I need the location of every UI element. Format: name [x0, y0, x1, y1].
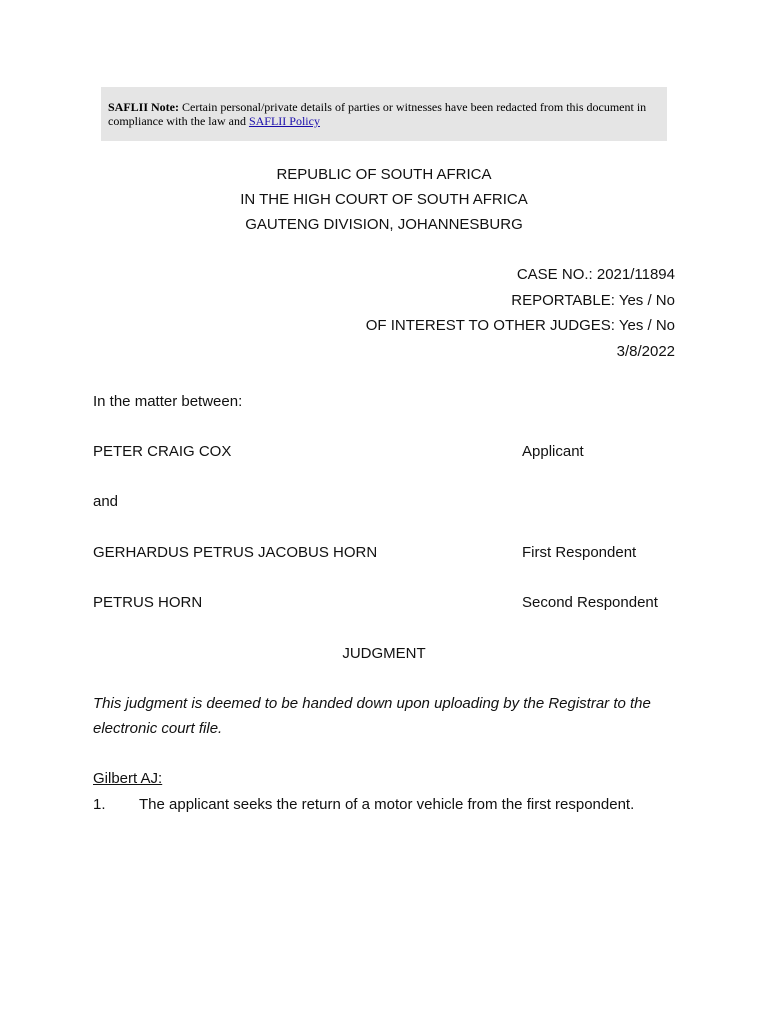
saflii-note-label: SAFLII Note:	[108, 100, 179, 114]
handdown-notice-line-2: electronic court file.	[93, 720, 223, 737]
paragraph-text: The applicant seeks the return of a motor vehicle from the first respondent.	[139, 796, 635, 813]
first-respondent-name: GERHARDUS PETRUS JACOBUS HORN	[93, 544, 378, 561]
court-header-republic: REPUBLIC OF SOUTH AFRICA	[276, 166, 492, 183]
applicant-name: PETER CRAIG COX	[93, 443, 232, 460]
of-interest-status: OF INTEREST TO OTHER JUDGES: Yes / No	[365, 317, 675, 334]
reportable-status: REPORTABLE: Yes / No	[511, 292, 675, 309]
judgment-heading: JUDGMENT	[342, 645, 426, 662]
matter-intro: In the matter between:	[93, 393, 243, 410]
parties-conjunction: and	[93, 493, 119, 510]
applicant-role: Applicant	[522, 443, 584, 460]
second-respondent-name: PETRUS HORN	[93, 594, 203, 611]
saflii-note-text: Certain personal/private details of parties or witnesses have been redacted from this document in compliance with the law and	[108, 100, 647, 128]
judge-name: Gilbert AJ:	[93, 770, 163, 787]
first-respondent-role: First Respondent	[522, 544, 637, 561]
handdown-notice-line-1: This judgment is deemed to be handed down upon uploading by the Registrar to the	[93, 695, 651, 712]
paragraph-number: 1.	[93, 796, 106, 813]
court-header-division: GAUTENG DIVISION, JOHANNESBURG	[245, 216, 523, 233]
judgment-date: 3/8/2022	[616, 343, 675, 360]
second-respondent-role: Second Respondent	[522, 594, 658, 611]
saflii-policy-link[interactable]: SAFLII Policy	[248, 114, 320, 128]
case-number: CASE NO.: 2021/11894	[516, 266, 675, 283]
saflii-note-box	[101, 87, 667, 141]
court-header-high-court: IN THE HIGH COURT OF SOUTH AFRICA	[240, 191, 528, 208]
